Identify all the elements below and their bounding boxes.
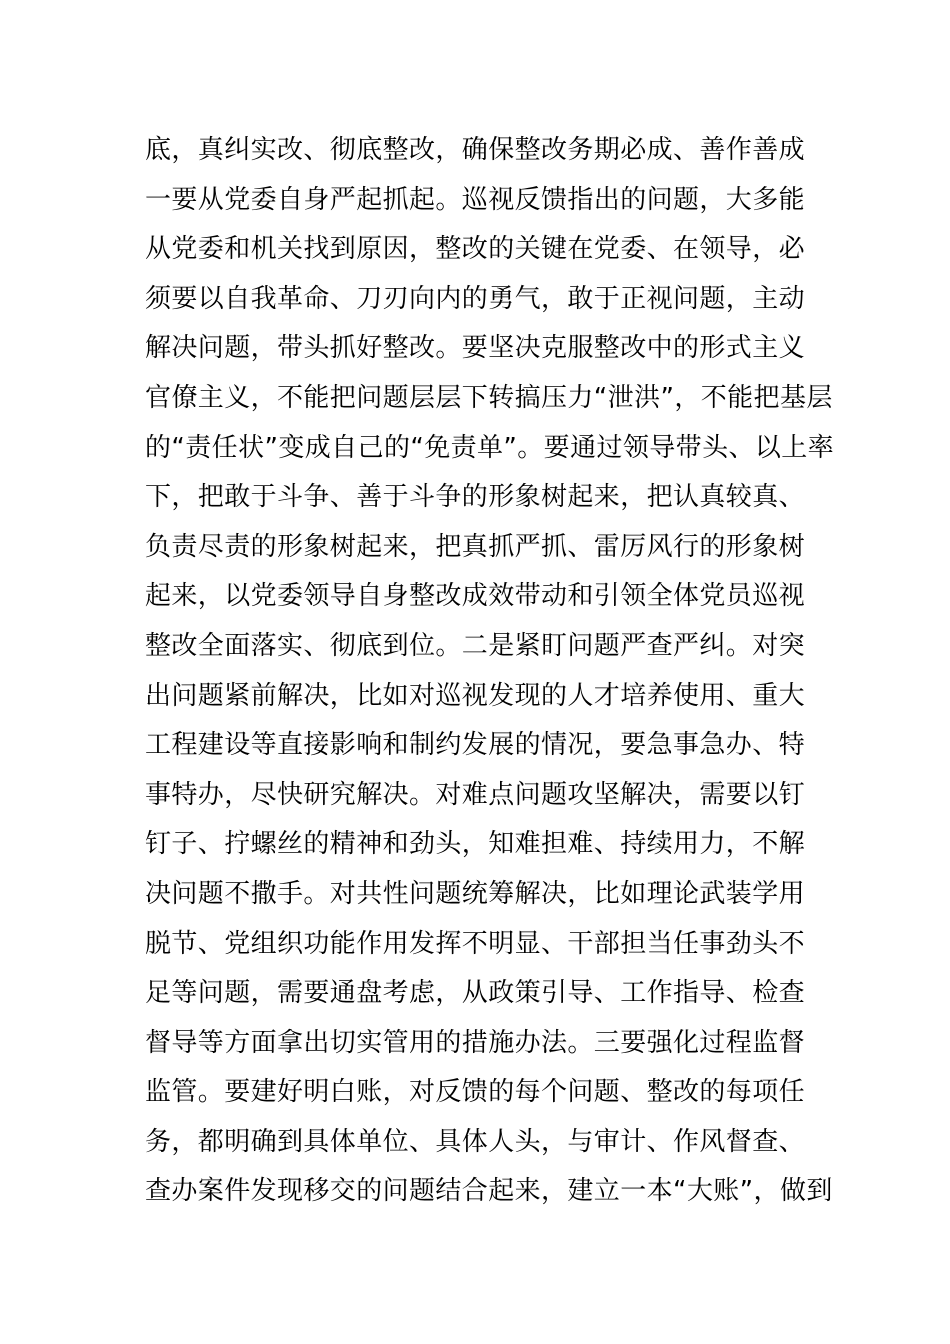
text-line: 底，真纠实改、彻底整改，确保整改务期必成、善作善成 <box>145 135 806 165</box>
text-line: 起来，以党委领导自身整改成效带动和引领全体党员巡视 <box>145 581 806 612</box>
text-line: 负责尽责的形象树起来，把真抓严抓、雷厉风行的形象树 <box>145 531 806 562</box>
text-line: 解决问题，带头抓好整改。要坚决克服整改中的形式主义 <box>145 333 806 364</box>
text-line: 脱节、党组织功能作用发挥不明显、干部担当任事劲头不 <box>145 928 806 959</box>
body-paragraph <box>145 126 835 1217</box>
text-line: 决问题不撒手。对共性问题统筹解决，比如理论武装学用 <box>145 878 806 909</box>
text-line: 监管。要建好明白账，对反馈的每个问题、整改的每项任 <box>145 1077 806 1108</box>
text-line: 足等问题，需要通盘考虑，从政策引导、工作指导、检查 <box>145 978 806 1009</box>
text-line: 事特办，尽快研究解决。对难点问题攻坚解决，需要以钉 <box>145 779 806 810</box>
text-line: 务，都明确到具体单位、具体人头，与审计、作风督查、 <box>145 1126 806 1157</box>
text-line: 出问题紧前解决，比如对巡视发现的人才培养使用、重大 <box>145 680 806 711</box>
text-line: 下，把敢于斗争、善于斗争的形象树起来，把认真较真、 <box>145 482 806 513</box>
text-line: 钉子、拧螺丝的精神和劲头，知难担难、持续用力，不解 <box>145 829 806 860</box>
text-line: 查办案件发现移交的问题结合起来，建立一本“大账”，做到 <box>145 1176 833 1207</box>
text-line: 官僚主义，不能把问题层层下转搞压力“泄洪”，不能把基层 <box>145 382 833 413</box>
text-line: 督导等方面拿出切实管用的措施办法。三要强化过程监督 <box>145 1027 806 1058</box>
text-line: 一要从党委自身严起抓起。巡视反馈指出的问题，大多能 <box>145 184 806 215</box>
text-line: 整改全面落实、彻底到位。二是紧盯问题严查严纠。对突 <box>145 630 806 661</box>
text-line: 的“责任状”变成自己的“免责单”。要通过领导带头、以上率 <box>145 432 835 463</box>
text-line: 从党委和机关找到原因，整改的关键在党委、在领导，必 <box>145 234 806 265</box>
text-line: 工程建设等直接影响和制约发展的情况，要急事急办、特 <box>145 730 806 761</box>
text-line: 须要以自我革命、刀刃向内的勇气，敢于正视问题，主动 <box>145 283 806 314</box>
